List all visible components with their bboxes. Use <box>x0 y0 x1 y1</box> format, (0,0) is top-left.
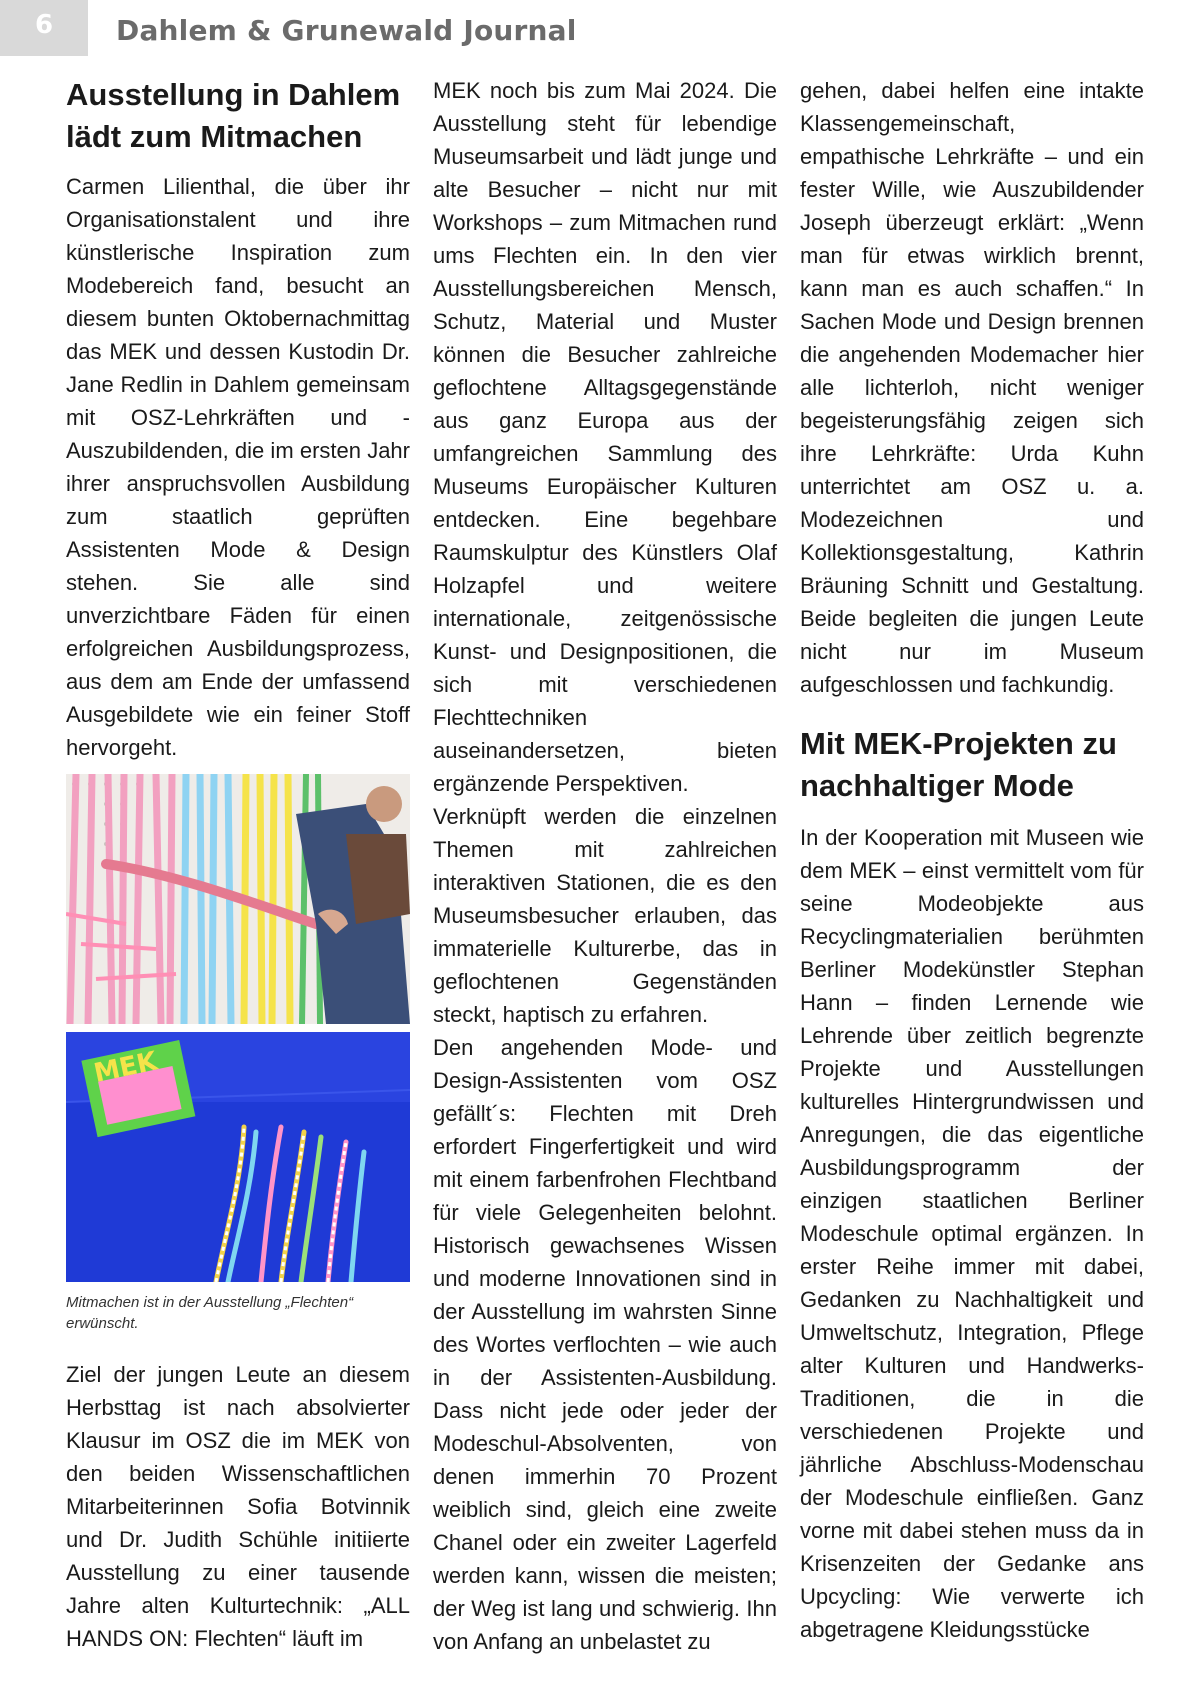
page-number: 6 <box>34 10 54 40</box>
paragraph-goal: Ziel der jungen Leute an diesem Herbsttag ist nach absolvierter Klausur im OSZ die im MEK von den beiden Wissenschaftlichen Mitarbeiterinnen Sofia Botvinnik und Dr. Judith Schühle initiierte Ausstellung zu einer tausende Jahre alten Kulturtechnik: „ALL HANDS ON: Flechten“ läuft im <box>66 1362 410 1651</box>
subheadline: Mit MEK-Projekten zu nachhaltiger Mode <box>800 726 1117 803</box>
photo-braiding-wall <box>66 774 410 1024</box>
column-1 <box>66 74 410 1655</box>
paragraph-stations: Verknüpft werden die einzelnen Themen mit zahlreichen interaktiven Stationen, die es den Museumsbesucher erlauben, das immaterielle Kulturerbe, das in geflochtenen Gegenständen steckt, haptisch zu erfahren. <box>433 804 777 1027</box>
braiding-wall-illustration <box>66 774 410 1024</box>
journal-title: Dahlem & Grunewald Journal <box>116 14 577 47</box>
paragraph-exhibition: MEK noch bis zum Mai 2024. Die Ausstellung steht für lebendige Museumsarbeit und lädt junge und alte Besucher – nicht nur mit Workshops – zum Mitmachen rund ums Flechten ein. In den vier Ausstellungsbereichen Mensch, Schutz, Material und Muster können die Besucher zahlreiche geflochtene Alltagsgegenstände aus ganz Europa aus der umfangreichen Sammlung des Museums Europäischer Kulturen entdecken. Eine begehbare Raumskulptur des Künstlers Olaf Holzapfel und weitere internationale, zeitgenössische Kunst- und Designpositionen, die sich mit verschiedenen Flechttechniken auseinandersetzen, bieten ergänzende Perspektiven. <box>433 78 777 796</box>
column-3 <box>800 74 1144 1646</box>
paragraph-students: Den angehenden Mode- und Design-Assistenten vom OSZ gefällt´s: Flechten mit Dreh erfordert Fingerfertigkeit und wird mit einem farbenfrohen Flechtband für viele Gelegenheiten belohnt. Historisch gewachsenes Wissen und moderne Innovationen sind in der Ausstellung im wahrsten Sinne des Wortes verflochten – wie auch in der Assistenten-Ausbildung. Dass nicht jede oder jeder der Modeschul-Absolventen, von denen immerhin 70 Prozent weiblich sind, gleich eine zweite Chanel oder ein zweiter Lagerfeld werden kann, wissen die meisten; der Weg ist lang und schwierig. Ihn von Anfang an unbelastet zu <box>433 1035 777 1654</box>
paragraph-teachers: gehen, dabei helfen eine intakte Klassengemeinschaft, empathische Lehrkräfte – und ein fester Wille, wie Auszubildender Joseph überzeugt erklärt: „Wenn man für etwas wirklich brennt, kann man es auch schaffen.“ In Sachen Mode und Design brennen die angehenden Modemacher hier alle lichterloh, nicht weniger begeisterungsfähig zeigen sich ihre Lehrkräfte: Urda Kuhn unterrichtet am OSZ u. a. Modezeichnen und Kollektionsgestaltung, Kathrin Bräuning Schnitt und Gestaltung. Beide begleiten die jungen Leute nicht nur im Museum aufgeschlossen und fachkundig. <box>800 78 1144 697</box>
paragraph-sustainability: In der Kooperation mit Museen wie dem MEK – einst vermittelt vom für seine Modeobjekte aus Recyclingmaterialien berühmten Berliner Modekünstler Stephan Hann – finden Lernende wie Lehrende über zeitlich begrenzte Projekte und Ausstellungen kulturelles Hintergrundwissen und Anregungen, die das eigentliche Ausbildungsprogramm der einzigen staatlichen Berliner Modeschule optimal ergänzen. In erster Reihe immer mit dabei, Gedanken zu Nachhaltigkeit und Umweltschutz, Integration, Pflege alter Kulturen und Handwerks-Traditionen, die in die verschiedenen Projekte und jährliche Abschluss-Modenschau der Modeschule einfließen. Ganz vorne mit dabei stehen muss da in Krisenzeiten der Gedanke ans Upcycling: Wie verwerte ich abgetragene Kleidungsstücke <box>800 825 1144 1642</box>
image-caption: Mitmachen ist in der Ausstellung „Flechten“ erwünscht. <box>66 1294 354 1332</box>
article-headline: Ausstellung in Dahlem lädt zum Mitmachen <box>66 77 401 154</box>
braided-bands-illustration <box>66 1032 410 1282</box>
photo-braided-bands <box>66 1032 410 1282</box>
column-2 <box>433 74 777 1658</box>
book-cover-text: MEK <box>91 1046 160 1090</box>
intro-paragraph: Carmen Lilienthal, die über ihr Organisationstalent und ihre künstlerische Inspiration zum Modebereich fand, besucht an diesem bunten Oktobernachmittag das MEK und dessen Kustodin Dr. Jane Redlin in Dahlem gemeinsam mit OSZ-Lehrkräften und -Auszubildenden, die im ersten Jahr ihrer anspruchsvollen Ausbildung zum staatlich geprüften Assistenten Mode & Design stehen. Sie alle sind unverzichtbare Fäden für einen erfolgreichen Ausbildungsprozess, aus dem am Ende der umfassend Ausgebildete wie ein feiner Stoff hervorgeht. <box>66 174 410 760</box>
